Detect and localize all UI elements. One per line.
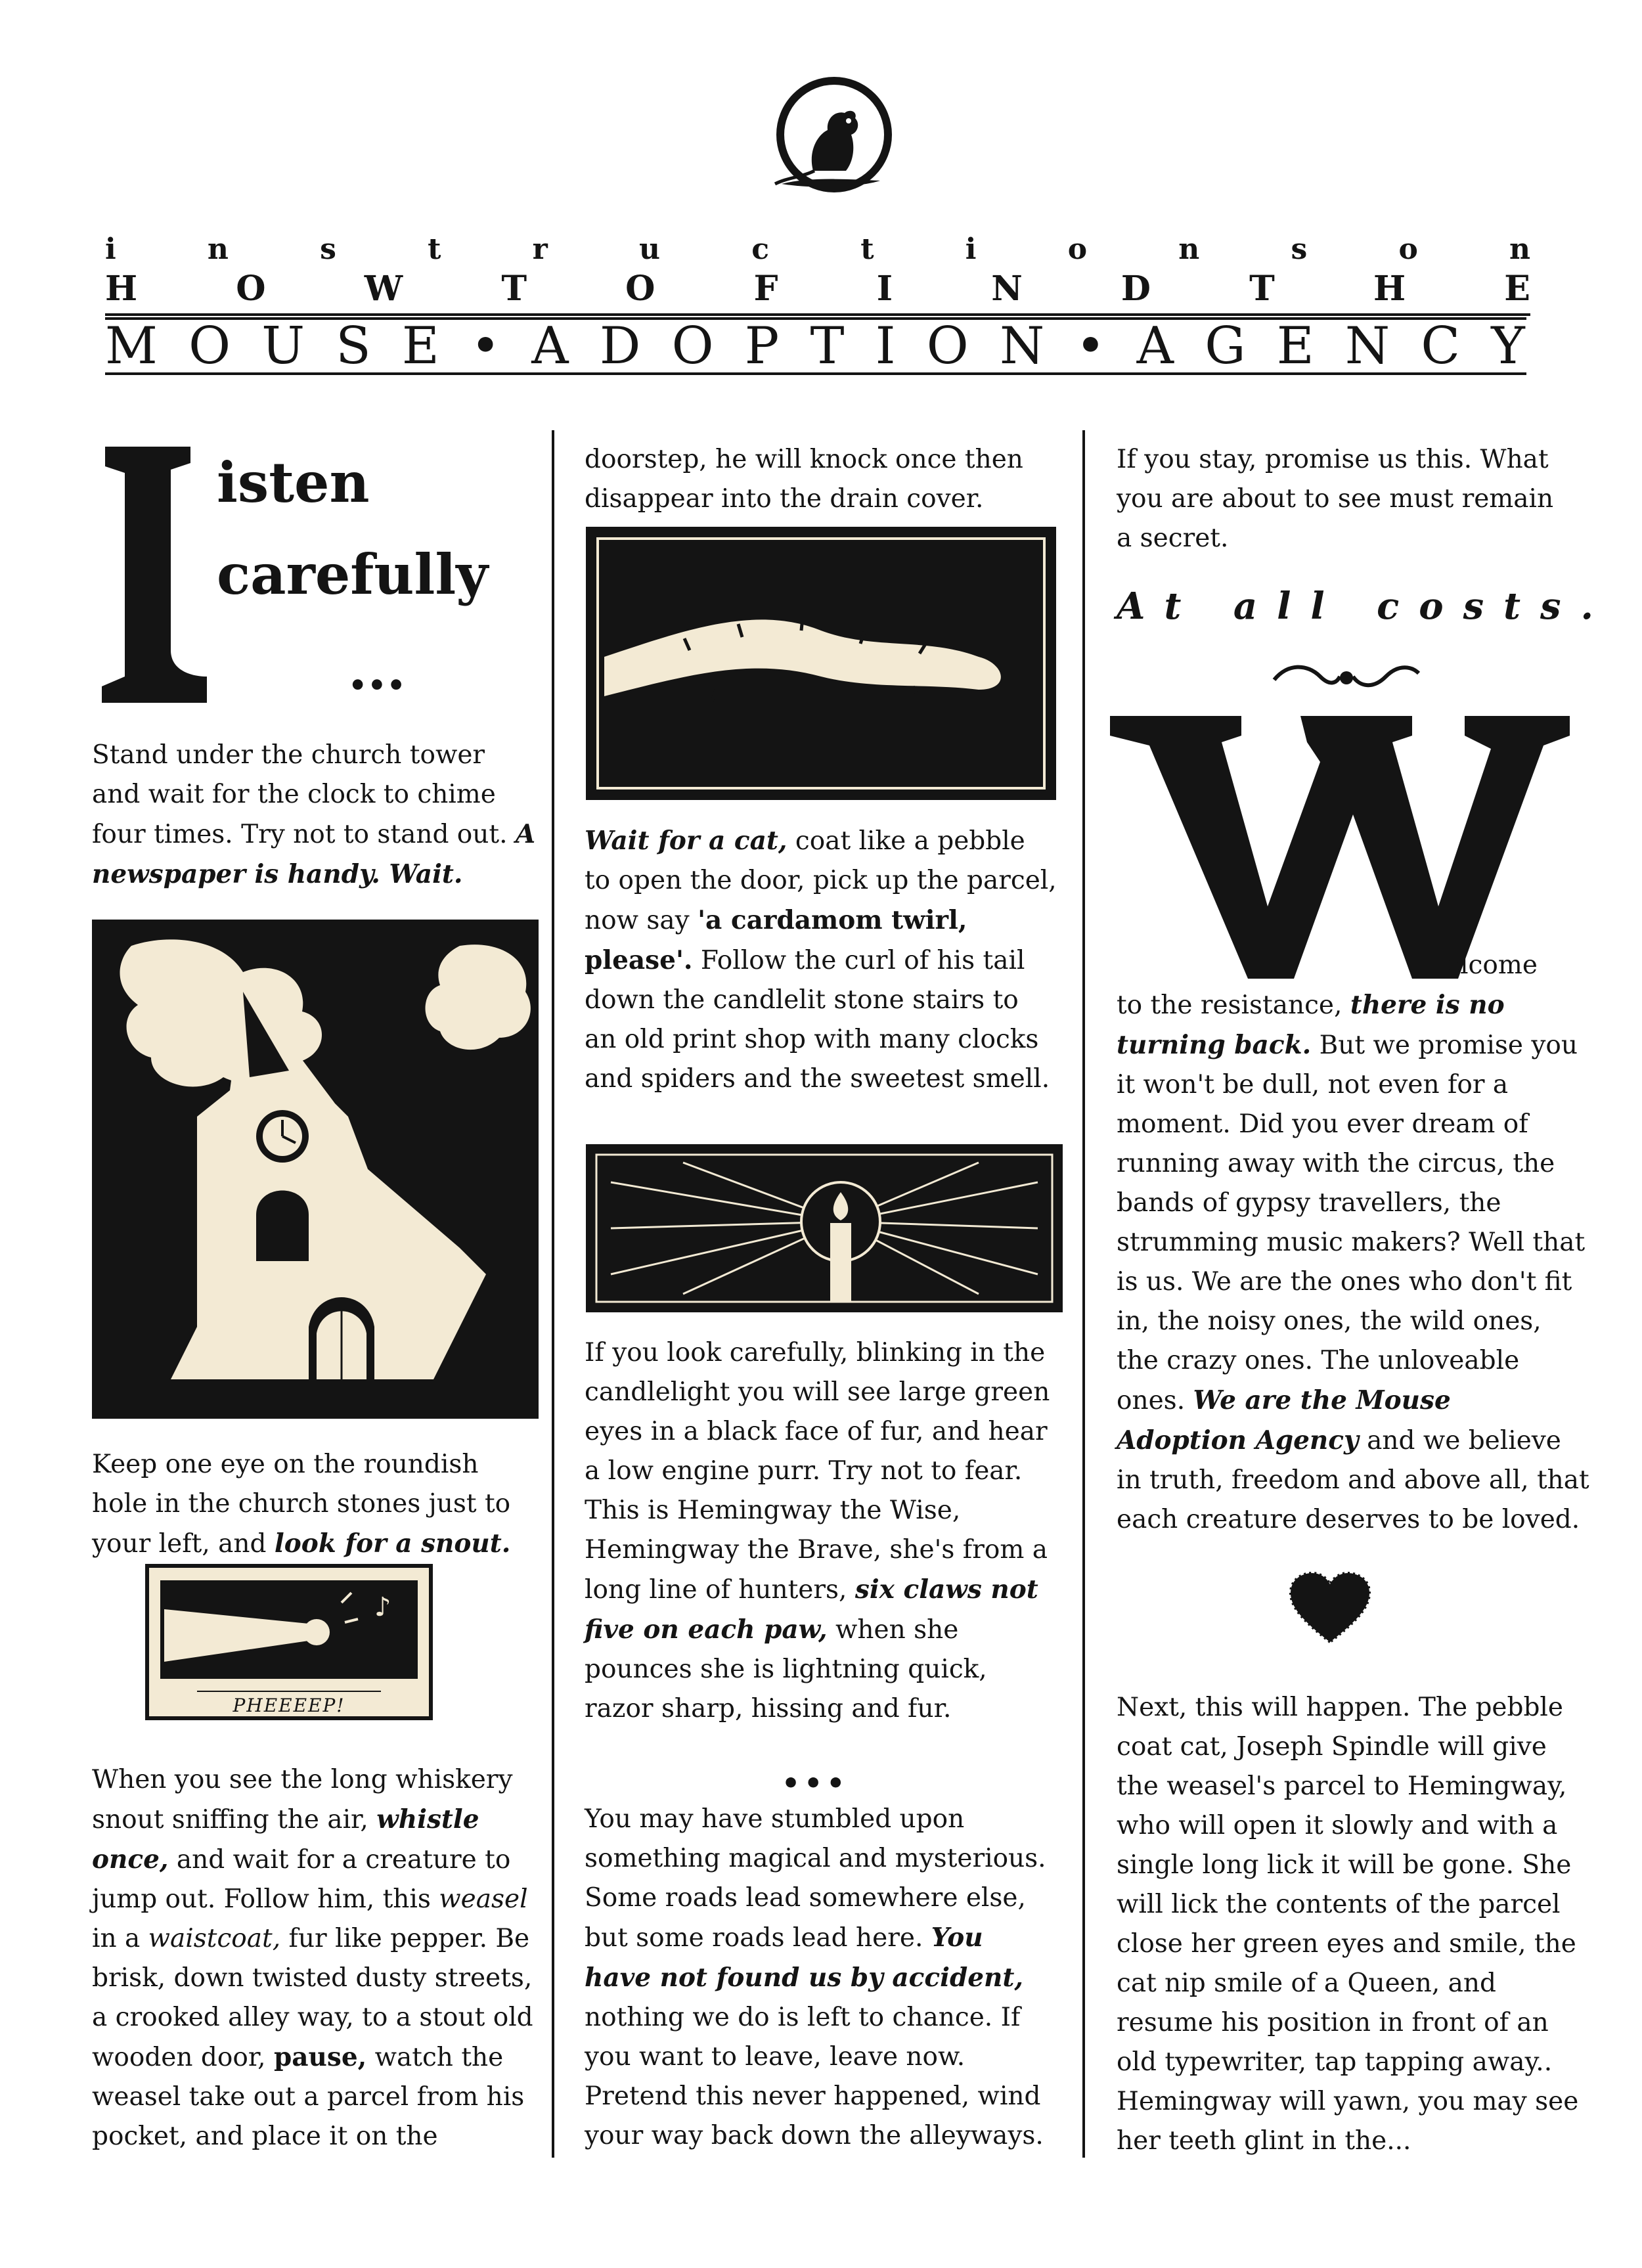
- heart-icon: [1287, 1570, 1373, 1649]
- banner-letter: E: [401, 317, 441, 376]
- how-to-find-letter: I: [876, 269, 893, 309]
- how-to-find-letter: F: [753, 269, 778, 309]
- flourish-ornament: [1268, 657, 1425, 696]
- dropcap-w: [1110, 709, 1570, 985]
- instructions-letter: t: [428, 233, 441, 266]
- column-divider-1: [552, 430, 554, 2158]
- banner-letter: E: [1276, 317, 1316, 376]
- banner-letter: I: [875, 317, 897, 376]
- banner-letter: A: [1136, 317, 1175, 376]
- instructions-letter: t: [860, 233, 874, 266]
- instructions-letter: r: [532, 233, 548, 266]
- how-to-find-letter: H: [105, 269, 138, 309]
- masthead-how-to-find-line: [105, 263, 1530, 309]
- banner-letter: •: [470, 317, 502, 376]
- instructions-letter: n: [1178, 233, 1200, 266]
- banner-letter: O: [926, 317, 970, 376]
- how-to-find-letter: H: [1373, 269, 1406, 309]
- instructions-letter: n: [1509, 233, 1530, 266]
- church-tower-illustration: [92, 920, 539, 1419]
- instructions-letter: i: [105, 233, 116, 266]
- banner-letter: O: [189, 317, 233, 376]
- dropcap-l: [92, 434, 210, 709]
- instructions-letter: s: [1291, 233, 1308, 266]
- masthead-instructions-line: [105, 230, 1530, 266]
- whistle-caption: PHEEEEP!: [233, 1695, 345, 1716]
- instructions-letter: c: [751, 233, 770, 266]
- heading-carefully: carefully: [217, 542, 489, 607]
- instructions-letter: i: [965, 233, 977, 266]
- at-all-costs-heading: At all costs.: [1117, 585, 1614, 628]
- column-divider-2: [1082, 430, 1085, 2158]
- mouse-logo-icon: [762, 72, 906, 204]
- col2-paragraph-2: Wait for a cat, coat like a pebble to open the door, pick up the parcel, now say 'a cardamom twirl, please'. Follow the curl of his tail down the candlelit stone stairs to an old print shop with many clocks and spiders and the sweetest smell.: [585, 826, 1057, 1094]
- masthead-rule: [105, 313, 1530, 316]
- col2-paragraph-3: If you look carefully, blinking in the candlelight you will see large green eyes in a black face of fur, and hear a low engine purr. Try not to fear. This is Hemingway the Wise, Hemingway the Brave, she's from a long line of hunters, six claws not five on each paw, when she pounces she is lightning quick, razor sharp, hissing and fur.: [585, 1338, 1050, 1723]
- instructions-letter: u: [639, 233, 661, 266]
- svg-text:♪: ♪: [374, 1592, 391, 1622]
- banner-letter: S: [336, 317, 372, 376]
- banner-letter: N: [999, 317, 1046, 376]
- col1-paragraph-1: Stand under the church tower and wait for the clock to chime four times. Try not to stand out. A newspaper is handy. Wait.: [92, 740, 536, 889]
- col3-paragraph-3: Next, this will happen. The pebble coat cat, Joseph Spindle will give the weasel's parcel to Hemingway, who will open it slowly and with a single long lick it will be gone. She will lick the contents of the parcel close her green eyes and smile, the cat nip smile of a Queen, and resume his position in front of an old typewriter, tap tapping away.. Hemingway will yawn, you may see her teeth glint in the...: [1117, 1693, 1579, 2156]
- banner-letter: U: [261, 317, 307, 376]
- how-to-find-letter: T: [501, 269, 527, 309]
- how-to-find-letter: W: [364, 269, 403, 309]
- banner-letter: O: [671, 317, 715, 376]
- banner-letter: •: [1075, 317, 1107, 376]
- banner-letter: M: [105, 317, 159, 376]
- tail-illustration: [585, 525, 1057, 801]
- banner-letter: P: [744, 317, 781, 376]
- how-to-find-letter: N: [991, 269, 1023, 309]
- col1-paragraph-2: Keep one eye on the roundish hole in the church stones just to your left, and look for a snout.: [92, 1450, 511, 1559]
- col3-paragraph-1: If you stay, promise us this. What you are about to see must remain a secret.: [1117, 445, 1554, 553]
- banner-letter: G: [1205, 317, 1247, 376]
- col3-paragraph-2: to the resistance, there is no turning back. But we promise you it won't be dull, not even for a moment. Did you ever dream of running away with the circus, the bands of gypsy travellers, the strumming music makers? Well that is us. We are the ones who don't fit in, the noisy ones, the wild ones, the crazy ones. The unloveable ones. We are the Mouse Adoption Agency and we believe in truth, freedom and above all, that each creature deserves to be loved.: [1117, 990, 1589, 1534]
- instructions-letter: n: [207, 233, 229, 266]
- col1-paragraph-3: When you see the long whiskery snout sniffing the air, whistle once, and wait for a creature to jump out. Follow him, this weasel in a waistcoat, fur like pepper. Be brisk, down twisted dusty streets, a crooked alley way, to a stout old wooden door, pause, watch the weasel take out a parcel from his pocket, and place it on the: [92, 1765, 533, 2151]
- banner-letter: D: [599, 317, 642, 376]
- banner-letter: N: [1344, 317, 1392, 376]
- heading-ellipsis: ...: [348, 637, 406, 702]
- how-to-find-letter: E: [1504, 269, 1530, 309]
- col2-paragraph-4: You may have stumbled upon something magical and mysterious. Some roads lead somewhere else, but some roads lead here. You have not found us by accident, nothing we do is left to chance. If you want to leave, leave now. Pretend this never happened, wind your way back down the alleyways.: [585, 1804, 1046, 2150]
- how-to-find-letter: O: [625, 269, 655, 309]
- instructions-letter: s: [320, 233, 336, 266]
- how-to-find-letter: T: [1249, 269, 1275, 309]
- banner-letter: Y: [1491, 317, 1526, 376]
- heading-listen: isten: [217, 450, 370, 515]
- col2-paragraph-1: doorstep, he will knock once then disappear into the drain cover.: [585, 445, 1023, 514]
- candle-illustration: [585, 1143, 1064, 1314]
- how-to-find-letter: O: [236, 269, 266, 309]
- instructions-letter: o: [1398, 233, 1418, 266]
- instructions-letter: o: [1067, 233, 1088, 266]
- masthead-banner: [105, 317, 1526, 375]
- banner-letter: T: [810, 317, 846, 376]
- welcome-tail: elcome: [1445, 950, 1538, 980]
- banner-letter: C: [1421, 317, 1462, 376]
- how-to-find-letter: D: [1121, 269, 1151, 309]
- section-separator: •••: [782, 1767, 849, 1800]
- banner-letter: A: [531, 317, 570, 376]
